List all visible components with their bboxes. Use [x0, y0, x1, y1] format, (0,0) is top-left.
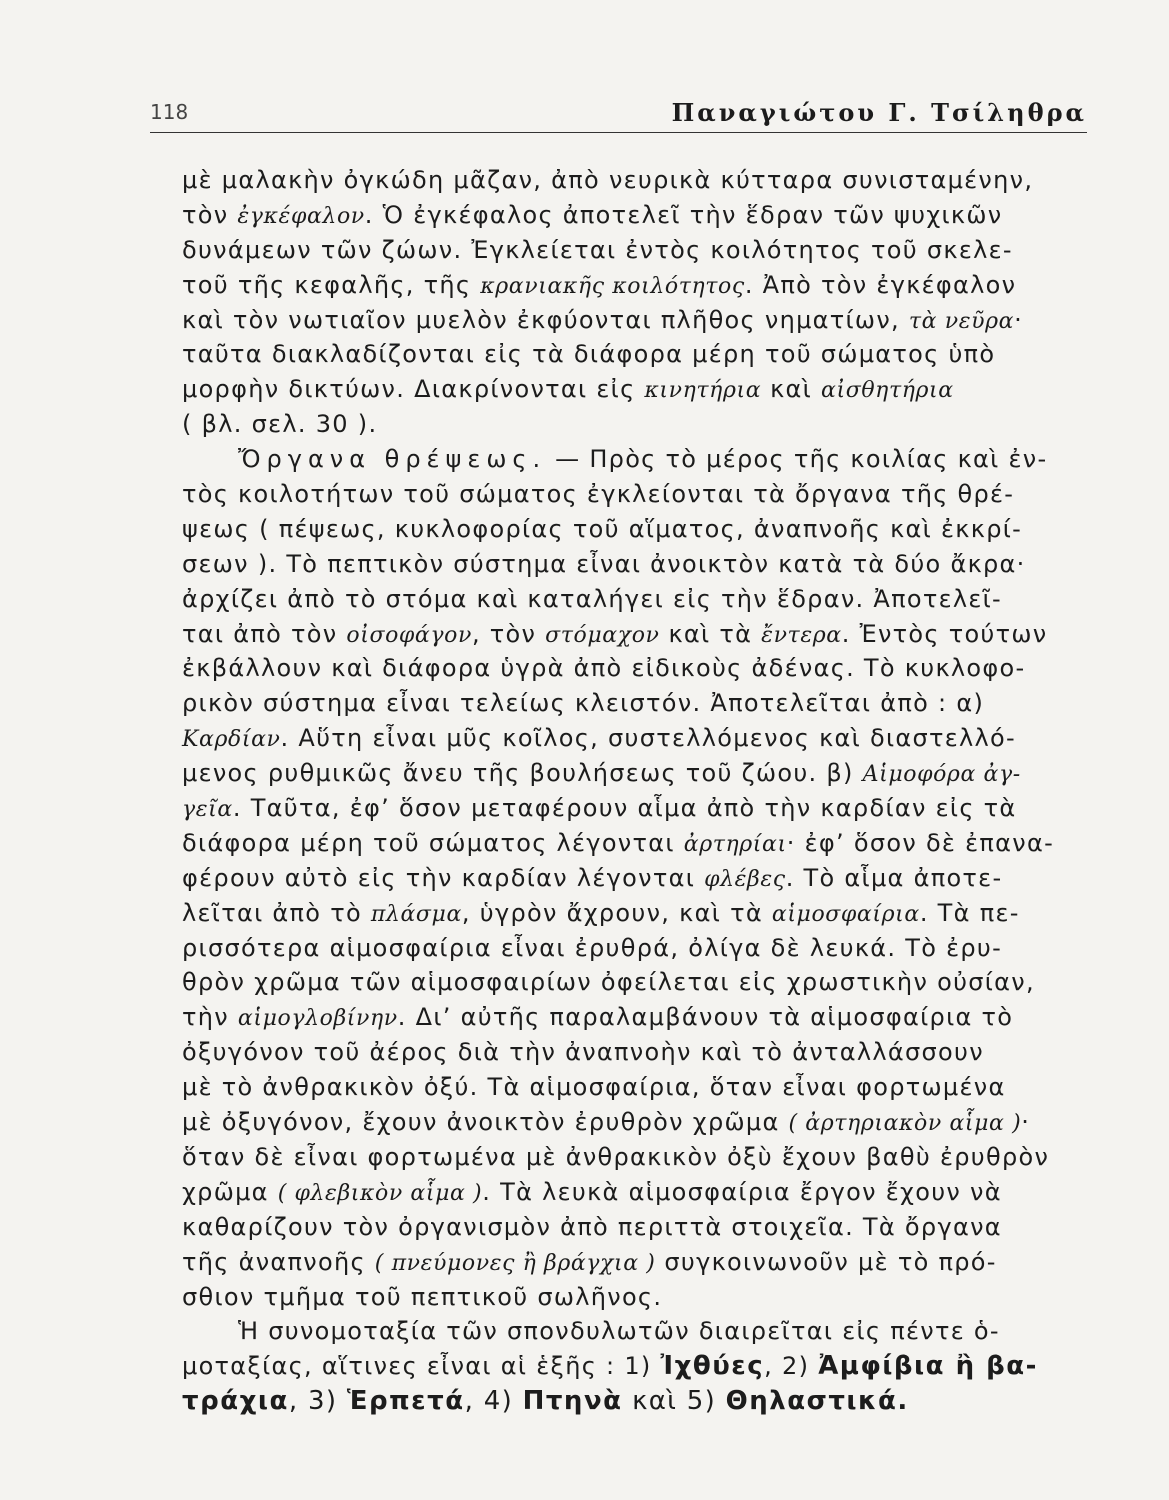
text-line: τὴν αἱμογλοβίνην. Δι’ αὐτῆς παραλαμβάνουν τὰ αἱμοσφαίρια τὸ [182, 1003, 1014, 1032]
text-line: ἐκβάλλουν καὶ διάφορα ὑγρὰ ἀπὸ εἰδικοὺς ἀδένας. Τὸ κυκλοφο- [182, 654, 1026, 683]
term: αἰσθητήρια [821, 378, 954, 404]
term: γεῖα [182, 797, 233, 823]
term: οἰσοφάγον [346, 622, 472, 648]
term: Αἱμοφόρα ἀγ- [862, 762, 1021, 788]
term: αἱμογλοβίνην [237, 1006, 398, 1032]
text-line: σεων ). Τὸ πεπτικὸν σύστημα εἶναι ἀνοικτὸν κατὰ τὰ δύο ἄκρα· [182, 549, 1026, 578]
text-line: τὸν ἐγκέφαλον. Ὁ ἐγκέφαλος ἀποτελεῖ τὴν ἕδραν τῶν ψυχικῶν [182, 200, 1003, 229]
text-line: σθιον τμῆμα τοῦ πεπτικοῦ σωλῆνος. [182, 1282, 663, 1311]
class-name: Θηλαστικά [725, 1386, 898, 1417]
text-line: ταῦτα διακλαδίζονται εἰς τὰ διάφορα μέρη τοῦ σώματος ὑπὸ [182, 340, 996, 369]
term: Καρδίαν [182, 727, 281, 753]
text-line: γεῖα. Ταῦτα, ἐφ’ ὅσον μεταφέρουν αἷμα ἀπὸ τὴν καρδίαν εἰς τὰ [182, 794, 1017, 823]
text-line: ρισσότερα αἱμοσφαίρια εἶναι ἐρυθρά, ὀλίγα δὲ λευκά. Τὸ ἐρυ- [182, 933, 1003, 962]
text-line: μὲ τὸ ἀνθρακικὸν ὀξύ. Τὰ αἱμοσφαίρια, ὅταν εἶναι φορτωμένα [182, 1073, 1006, 1102]
text-line: καὶ τὸν νωτιαῖον μυελὸν ἐκφύονται πλῆθος νηματίων, τὰ νεῦρα· [182, 305, 1024, 334]
text-line: ψεως ( πέψεως, κυκλοφορίας τοῦ αἵματος, ἀναπνοῆς καὶ ἐκκρί- [182, 514, 1023, 543]
text-line: μὲ μαλακὴν ὀγκώδη μᾶζαν, ἀπὸ νευρικὰ κύτταρα συνισταμένην, [182, 166, 1034, 194]
term: ἐγκέφαλον [237, 203, 365, 229]
text-line: Ἡ συνομοταξία τῶν σπονδυλωτῶν διαιρεῖται εἰς πέντε ὁ- [238, 1317, 1000, 1346]
text-line: μορφὴν δικτύων. Διακρίνονται εἰς κινητήρια καὶ αἰσθητήρια [182, 375, 954, 404]
text-line: χρῶμα ( φλεβικὸν αἷμα ). Τὰ λευκὰ αἱμοσφαίρια ἔργον ἔχουν νὰ [182, 1177, 1002, 1206]
text-line: καθαρίζουν τὸν ὀργανισμὸν ἀπὸ περιττὰ στοιχεῖα. Τὰ ὄργανα [182, 1212, 1002, 1241]
text-line: διάφορα μέρη τοῦ σώματος λέγονται ἀρτηρίαι· ἐφ’ ὅσον δὲ ἐπανα- [182, 828, 1055, 857]
running-head: Παναγιώτου Γ. Τσίληθρα [671, 98, 1087, 127]
text-line: φέρουν αὐτὸ εἰς τὴν καρδίαν λέγονται φλέβες. Τὸ αἷμα ἀποτε- [182, 863, 1003, 892]
body-text [182, 163, 1090, 1419]
text-line: μὲ ὀξυγόνον, ἔχουν ἀνοικτὸν ἐρυθρὸν χρῶμα ( ἀρτηριακὸν αἷμα )· [182, 1108, 1031, 1137]
section-heading: Ὄργανα θρέψεως. [238, 445, 547, 474]
text-line: λεῖται ἀπὸ τὸ πλάσμα, ὑγρὸν ἄχρουν, καὶ τὰ αἱμοσφαίρια. Τὰ πε- [182, 898, 1020, 927]
text-line: θρὸν χρῶμα τῶν αἱμοσφαιρίων ὀφείλεται εἰς χρωστικὴν οὐσίαν, [182, 968, 1035, 997]
text-line: τοῦ τῆς κεφαλῆς, τῆς κρανιακῆς κοιλότητος. Ἀπὸ τὸν ἐγκέφαλον [182, 270, 1017, 299]
text-line: τὸς κοιλοτήτων τοῦ σώματος ἐγκλείονται τὰ ὄργανα τῆς θρέ- [182, 480, 1015, 509]
term: ἀρτηρίαι [683, 831, 787, 857]
term: κινητήρια [644, 378, 762, 404]
class-name: Ἀμφίβια ἢ βα- [818, 1351, 1038, 1382]
class-name: Πτηνὰ [522, 1386, 623, 1417]
text-line: μοταξίας, αἵτινες εἶναι αἱ ἑξῆς : 1) Ἰχθύες, 2) Ἀμφίβια ἢ βα- [182, 1351, 1038, 1382]
text-line: ται ἀπὸ τὸν οἰσοφάγον, τὸν στόμαχον καὶ τὰ ἔντερα. Ἐντὸς τούτων [182, 619, 1048, 648]
term: στόμαχον [545, 622, 660, 648]
text-line: μενος ρυθμικῶς ἄνευ τῆς βουλήσεως τοῦ ζώου. β) Αἱμοφόρα ἀγ- [182, 759, 1021, 788]
term: πλάσμα [370, 901, 462, 927]
term: φλέβες [704, 866, 786, 892]
term: ( πνεύμονες ἢ βράγχια ) [374, 1250, 656, 1276]
class-name: Ἰχθύες [660, 1351, 765, 1382]
page-number: 118 [150, 100, 189, 124]
text-line: τράχια, 3) Ἑρπετά, 4) Πτηνὰ καὶ 5) Θηλαστικά. [182, 1386, 909, 1417]
term: ( φλεβικὸν αἷμα ) [277, 1180, 483, 1206]
class-name: Ἑρπετά [346, 1386, 465, 1417]
text-line: ὅταν δὲ εἶναι φορτωμένα μὲ ἀνθρακικὸν ὀξὺ ἔχουν βαθὺ ἐρυθρὸν [182, 1142, 1050, 1171]
term: ( ἀρτηριακὸν αἷμα ) [788, 1111, 1022, 1137]
text-line: τῆς ἀναπνοῆς ( πνεύμονες ἢ βράγχια ) συγκοινωνοῦν μὲ τὸ πρό- [182, 1247, 997, 1276]
class-name: τράχια [182, 1386, 289, 1417]
text-line: δυνάμεων τῶν ζώων. Ἐγκλείεται ἐντὸς κοιλότητος τοῦ σκελε- [182, 235, 1013, 264]
text-line: ρικὸν σύστημα εἶναι τελείως κλειστόν. Ἀποτελεῖται ἀπὸ : α) [182, 689, 985, 718]
text-line: ὀξυγόνον τοῦ ἀέρος διὰ τὴν ἀναπνοὴν καὶ τὸ ἀνταλλάσσουν [182, 1038, 984, 1067]
term: τὰ νεῦρα [908, 308, 1015, 334]
text-line: Καρδίαν. Αὕτη εἶναι μῦς κοῖλος, συστελλόμενος καὶ διαστελλό- [182, 724, 1016, 753]
text-line: ἀρχίζει ἀπὸ τὸ στόμα καὶ καταλήγει εἰς τὴν ἕδραν. Ἀποτελεῖ- [182, 584, 1003, 613]
term: ἔντερα [761, 622, 842, 648]
term: κρανιακῆς κοιλότητος [480, 273, 745, 299]
term: αἱμοσφαίρια [771, 901, 920, 927]
page-header [150, 98, 1087, 133]
text-line: Ὄργανα θρέψεως. — Πρὸς τὸ μέρος τῆς κοιλίας καὶ ἐν- [238, 445, 1048, 474]
text-line: ( βλ. σελ. 30 ). [182, 410, 378, 439]
